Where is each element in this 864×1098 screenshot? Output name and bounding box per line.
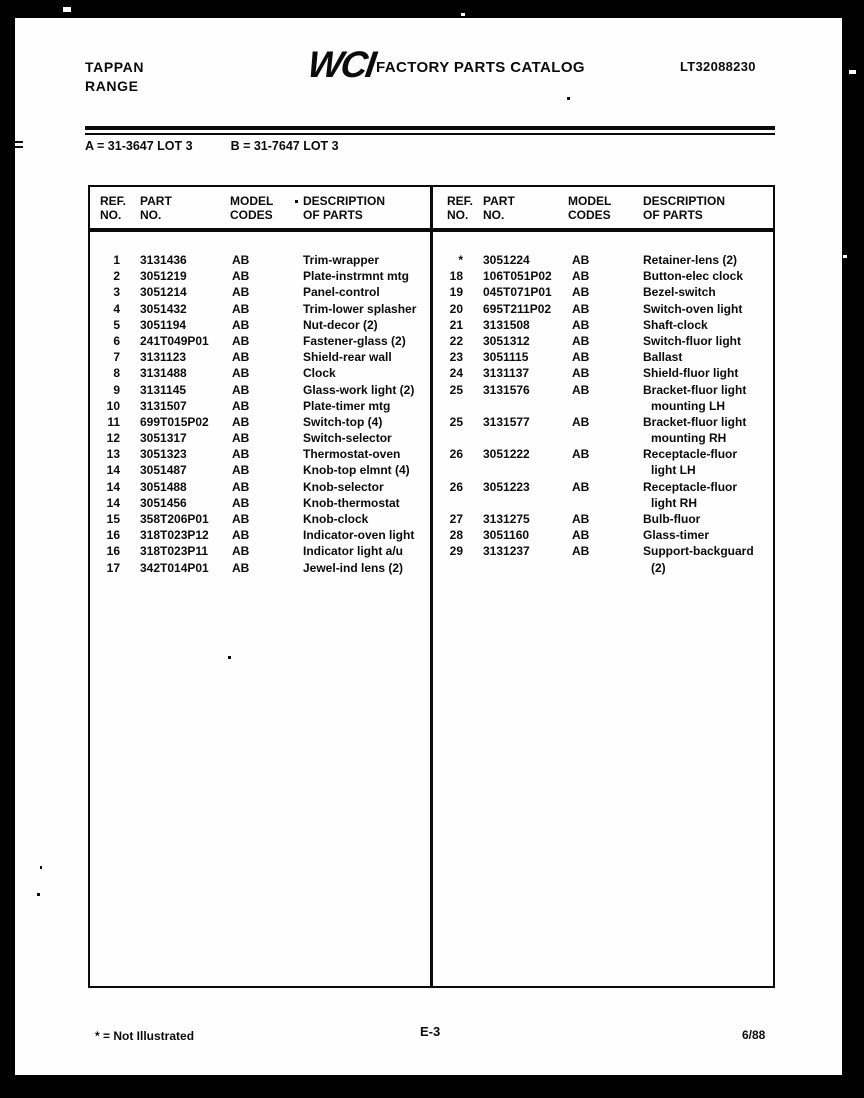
cell-ref: 10 [106,398,120,413]
cell-ref: 20 [449,301,463,316]
cell-model: AB [232,463,250,478]
table-row [443,268,775,284]
revision-date: 6/88 [742,1028,766,1042]
table-row [96,479,428,495]
cell-model: AB [572,333,590,348]
cell-desc: Plate-timer mtg [303,398,391,413]
cell-model: AB [232,479,250,494]
cell-ref: 14 [106,463,120,478]
table-row [443,284,775,300]
scan-artifact [843,255,847,258]
scan-artifact [228,656,231,659]
cell-model: AB [572,528,590,543]
cell-model: AB [232,285,250,300]
cell-part: 045T071P01 [483,285,552,300]
table-row [96,252,428,268]
cell-model: AB [572,366,590,381]
table-row [96,317,428,333]
cell-desc: Knob-top elmnt (4) [303,463,410,478]
scan-artifact [14,141,23,143]
cell-desc: Bezel-switch [643,285,716,300]
cell-model: AB [232,544,250,559]
table-row [443,317,775,333]
table-row [443,301,775,317]
cell-desc: Switch-top (4) [303,414,383,429]
cell-part: 241T049P01 [140,333,209,348]
cell-part: 106T051P02 [483,269,552,284]
cell-model: AB [572,382,590,397]
cell-desc: (2) [651,560,666,575]
cell-model: AB [572,253,590,267]
parts-table-center-divider [430,185,433,988]
cell-part: 3131576 [483,382,530,397]
cell-ref: 6 [113,333,120,348]
col-header-ref-2: NO. [100,208,122,222]
cell-desc: Thermostat-oven [303,447,401,462]
cell-part: 3051312 [483,333,530,348]
table-row [443,479,775,495]
table-row [96,349,428,365]
table-row [96,398,428,414]
page-number: E-3 [420,1024,441,1039]
table-row [443,349,775,365]
cell-part: 318T023P12 [140,528,209,543]
col-header-ref-r: REF. [447,194,474,208]
cell-desc: Switch-selector [303,431,392,446]
cell-desc: Shield-fluor light [643,366,739,381]
table-row [96,495,428,511]
table-row [443,252,775,268]
col-header-ref-r-2: NO. [447,208,469,222]
cell-part: 3131145 [140,382,187,397]
cell-desc: light LH [651,463,696,478]
cell-model: AB [232,512,250,526]
catalog-title: FACTORY PARTS CATALOG [376,59,585,76]
cell-desc: Retainer-lens (2) [643,253,738,267]
cell-part: 358T206P01 [140,512,209,526]
table-row [96,462,428,478]
cell-desc: Switch-oven light [643,301,743,316]
cell-model: AB [572,350,590,365]
cell-part: 3051317 [140,431,187,446]
cell-ref: 24 [449,366,463,381]
cell-part: 3131237 [483,544,530,559]
scan-artifact [849,70,856,74]
cell-part: 3131123 [140,350,187,365]
cell-model: AB [572,512,590,526]
cell-model: AB [232,301,250,316]
table-row [96,560,428,576]
header-rule-thin [85,133,775,135]
table-row [443,414,775,430]
cell-part: 3131275 [483,512,530,526]
table-row [443,495,775,511]
scan-artifact [40,866,42,869]
col-header-part-r: PART [483,194,515,208]
cell-ref: 15 [106,512,120,526]
cell-ref: 14 [106,495,120,510]
cell-model: AB [232,253,250,267]
cell-desc: Ballast [643,350,683,365]
cell-part: 3051456 [140,495,187,510]
cell-part: 3051432 [140,301,187,316]
col-header-part-2: NO. [140,208,162,222]
cell-part: 3051194 [140,317,187,332]
brand-line-range: RANGE [85,78,139,94]
cell-ref: 19 [449,285,463,300]
table-row [443,511,775,527]
table-row [443,543,775,559]
cell-desc: Support-backguard [643,544,754,559]
cell-model: AB [572,447,590,462]
col-header-model: MODEL [230,194,274,208]
table-row [443,560,775,576]
scan-artifact [63,7,71,12]
cell-ref: 23 [449,350,463,365]
cell-model: AB [572,301,590,316]
cell-ref: 21 [449,317,463,332]
cell-ref: 8 [113,366,120,381]
cell-desc: Clock [303,366,336,381]
table-row [443,527,775,543]
model-a: A = 31-3647 LOT 3 [85,139,193,153]
cell-desc: Trim-lower splasher [303,301,417,316]
cell-model: AB [232,350,250,365]
col-header-model-2: CODES [230,208,273,222]
cell-ref: 26 [449,447,463,462]
cell-desc: Indicator-oven light [303,528,415,543]
cell-desc: Trim-wrapper [303,253,380,267]
table-row [96,430,428,446]
cell-ref: 14 [106,479,120,494]
cell-part: 3131508 [483,317,530,332]
col-header-desc-r: DESCRIPTION [643,194,726,208]
col-header-part: PART [140,194,172,208]
cell-part: 3051323 [140,447,187,462]
cell-model: AB [232,495,250,510]
cell-model: AB [232,431,250,446]
cell-model: AB [232,560,250,575]
cell-part: 3051160 [483,528,530,543]
cell-ref: 25 [449,382,463,397]
parts-table-header-separator [88,228,775,232]
cell-ref: 12 [106,431,120,446]
cell-desc: mounting RH [651,431,727,446]
cell-model: AB [572,414,590,429]
cell-ref: 1 [113,253,120,267]
cell-part: 3051214 [140,285,187,300]
cell-desc: Receptacle-fluor [643,447,738,462]
parts-list-left [96,252,428,576]
cell-desc: Button-elec clock [643,269,744,284]
cell-desc: Bracket-fluor light [643,414,747,429]
catalog-number: LT32088230 [680,59,756,74]
cell-part: 3131436 [140,253,187,267]
col-header-model-r-2: CODES [568,208,611,222]
cell-desc: Fastener-glass (2) [303,333,406,348]
table-row [96,301,428,317]
table-row [96,284,428,300]
brand-line-tappan: TAPPAN [85,59,145,75]
cell-desc: Receptacle-fluor [643,479,738,494]
cell-part: 318T023P11 [140,544,209,559]
not-illustrated-note: * = Not Illustrated [95,1029,195,1043]
cell-desc: Glass-work light (2) [303,382,415,397]
table-row [443,430,775,446]
cell-ref: 16 [106,544,120,559]
cell-part: 3131137 [483,366,530,381]
cell-part: 342T014P01 [140,560,209,575]
cell-desc: Indicator light a/u [303,544,404,559]
cell-desc: Knob-selector [303,479,384,494]
table-row [443,462,775,478]
scan-artifact [295,200,298,203]
cell-ref: 9 [113,382,120,397]
header-rule-thick [85,126,775,130]
cell-part: 3131488 [140,366,187,381]
cell-model: AB [232,382,250,397]
cell-ref: 7 [113,350,120,365]
cell-ref: 29 [449,544,463,559]
scan-artifact [461,13,465,16]
cell-desc: Nut-decor (2) [303,317,378,332]
table-row [443,382,775,398]
cell-ref: 26 [449,479,463,494]
cell-desc: Shaft-clock [643,317,708,332]
cell-model: AB [572,479,590,494]
cell-ref: 27 [449,512,463,526]
col-header-desc-2: OF PARTS [303,208,363,222]
cell-part: 3051487 [140,463,187,478]
cell-desc: Shield-rear wall [303,350,392,365]
cell-part: 3051115 [483,350,529,365]
cell-ref: 4 [113,301,120,316]
cell-desc: Knob-thermostat [303,495,400,510]
table-row [96,382,428,398]
cell-model: AB [232,414,250,429]
col-header-ref: REF. [100,194,127,208]
table-row [443,446,775,462]
col-header-model-r: MODEL [568,194,612,208]
col-header-part-r-2: NO. [483,208,505,222]
cell-desc: mounting LH [651,398,725,413]
table-row [443,398,775,414]
model-lot-line [85,139,339,153]
cell-ref: 13 [106,447,120,462]
table-row [96,543,428,559]
cell-desc: Switch-fluor light [643,333,741,348]
cell-part: 3051224 [483,253,530,267]
cell-ref: 2 [113,269,120,284]
table-row [96,527,428,543]
table-row [443,333,775,349]
scan-artifact [14,146,23,148]
cell-ref: * [458,253,463,267]
cell-desc: Glass-timer [643,528,710,543]
col-header-desc: DESCRIPTION [303,194,386,208]
table-row [443,365,775,381]
cell-model: AB [232,269,250,284]
cell-part: 3051223 [483,479,530,494]
cell-model: AB [232,447,250,462]
scan-artifact [567,97,570,100]
cell-model: AB [232,366,250,381]
cell-model: AB [572,317,590,332]
cell-model: AB [232,398,250,413]
cell-part: 695T211P02 [483,301,552,316]
model-b: B = 31-7647 LOT 3 [230,139,339,153]
cell-ref: 28 [449,528,463,543]
cell-part: 699T015P02 [140,414,209,429]
cell-ref: 17 [106,560,120,575]
cell-part: 3051222 [483,447,530,462]
cell-model: AB [232,333,250,348]
table-row [96,333,428,349]
cell-model: AB [572,269,590,284]
table-row [96,414,428,430]
cell-ref: 22 [449,333,463,348]
cell-part: 3131507 [140,398,187,413]
cell-ref: 5 [113,317,120,332]
cell-desc: Plate-instrmnt mtg [303,269,410,284]
cell-desc: Panel-control [303,285,380,300]
cell-ref: 25 [449,414,463,429]
table-row [96,446,428,462]
table-row [96,268,428,284]
table-row [96,511,428,527]
table-row [96,365,428,381]
cell-desc: light RH [651,495,697,510]
cell-model: AB [572,544,590,559]
parts-list-right [443,252,775,576]
brand-name [85,58,144,96]
cell-model: AB [232,528,250,543]
cell-part: 3051219 [140,269,187,284]
cell-part: 3131577 [483,414,530,429]
cell-part: 3051488 [140,479,187,494]
cell-model: AB [232,317,250,332]
cell-model: AB [572,285,590,300]
cell-ref: 18 [449,269,463,284]
wci-logo: WCI [305,44,377,85]
cell-ref: 11 [107,414,120,429]
cell-desc: Jewel-ind lens (2) [303,560,404,575]
cell-desc: Bracket-fluor light [643,382,747,397]
scan-artifact [37,893,40,896]
cell-ref: 3 [113,285,120,300]
cell-desc: Bulb-fluor [643,512,701,526]
cell-ref: 16 [106,528,120,543]
col-header-desc-r-2: OF PARTS [643,208,703,222]
cell-desc: Knob-clock [303,512,369,526]
